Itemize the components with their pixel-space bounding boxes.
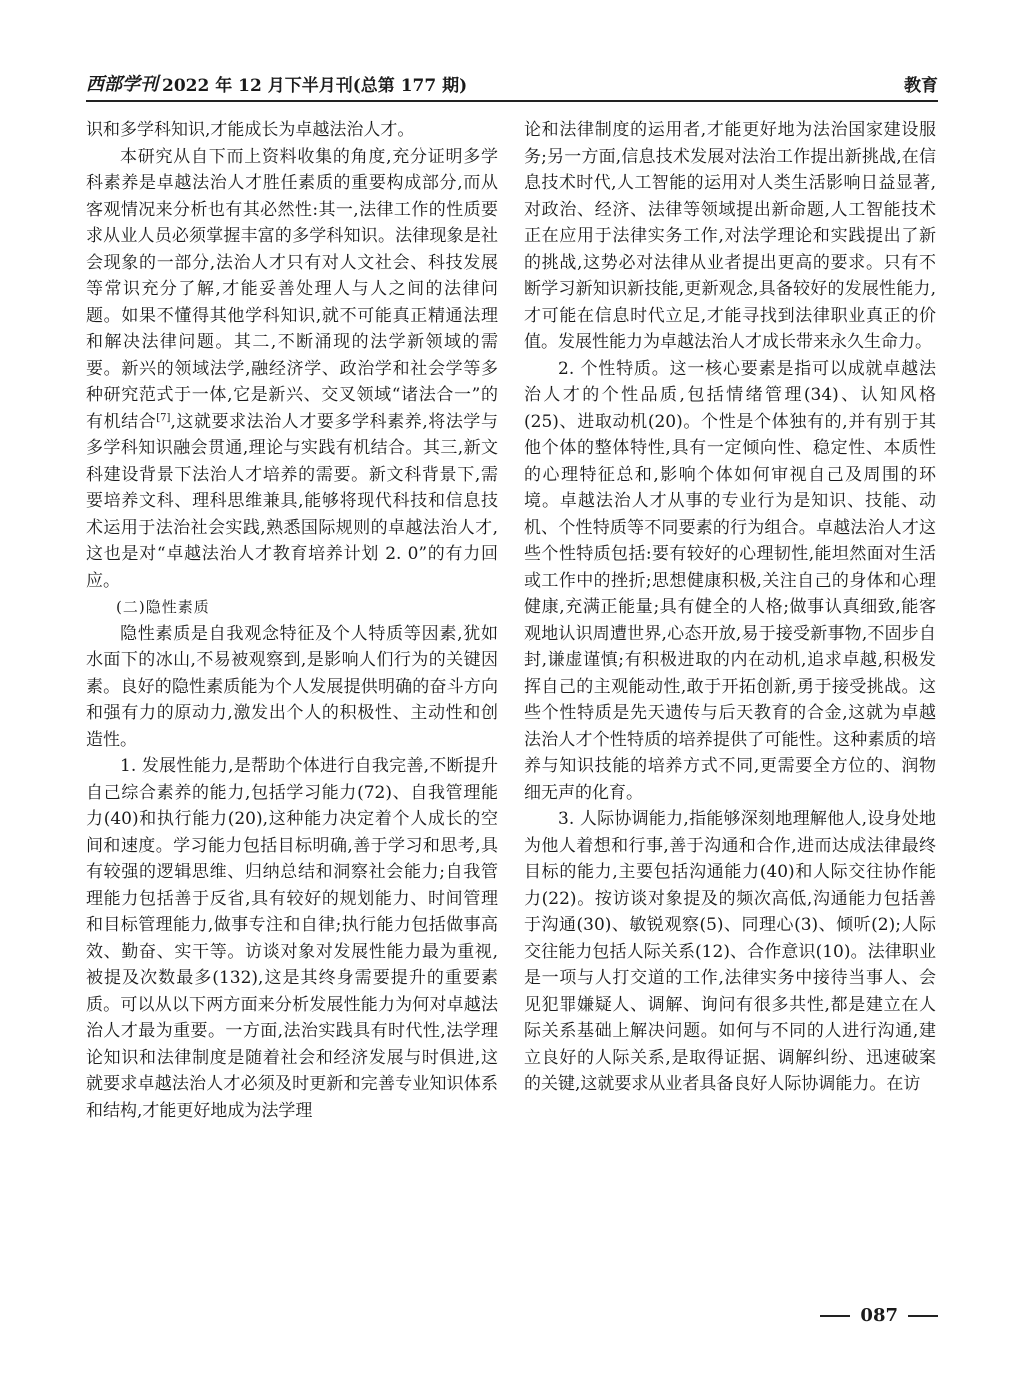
subheading: (二)隐性素质 [116, 598, 210, 616]
paragraph-text: ,这就要求法治人才要多学科素养,将法学与多学科知识融会贯通,理论与实践有机结合。其三,新文科建设背景下法治人才培养的需要。新文科背景下,需要培养文科、理科思维兼具,能够将现代科技和信息技术运用于法治社会实践,熟悉国际规则的卓越法治人才,这也是对“卓越法治人才教育培养计划 2. 0”的有力回应。 [86, 411, 498, 591]
right-column [524, 117, 936, 1098]
paragraph: 论和法律制度的运用者,才能更好地为法治国家建设服务;另一方面,信息技术发展对法治工作提出新挑战,在信息技术时代,人工智能的运用对人类生活影响日益显著,对政治、经济、法律等领域提出新命题,人工智能技术正在应用于法律实务工作,对法学理论和实践提出了新的挑战,这势必对法律从业者提出更高的要求。只有不断学习新知识新技能,更新观念,具备较好的发展性能力,才可能在信息时代立足,才能寻找到法律职业真正的价值。发展性能力为卓越法治人才成长带来永久生命力。 [524, 120, 936, 352]
issue-info: 2022 年 12 月下半月刊(总第 177 期) [162, 75, 468, 96]
footer-dash-right [908, 1315, 938, 1317]
paragraph: 隐性素质是自我观念特征及个人特质等因素,犹如水面下的冰山,不易被观察到,是影响人们行为的关键因素。良好的隐性素质能为个人发展提供明确的奋斗方向和强有力的原动力,激发出个人的积极性、主动性和创造性。 [86, 623, 498, 750]
paragraph [86, 144, 498, 595]
page-number: 087 [860, 1305, 898, 1326]
paragraph: 2. 个性特质。这一核心要素是指可以成就卓越法治人才的个性品质,包括情绪管理(34)、认知风格(25)、进取动机(20)。个性是个体独有的,并有别于其他个体的整体特性,具有一定倾向性、稳定性、本质性的心理特征总和,影响个体如何审视自己及周围的环境。卓越法治人才从事的专业行为是知识、技能、动机、个性特质等不同要素的行为组合。卓越法治人才这些个性特质包括:要有较好的心理韧性,能坦然面对生活或工作中的挫折;思想健康积极,关注自己的身体和心理健康,充满正能量;具有健全的人格;做事认真细致,能客观地认识周遭世界,心态开放,易于接受新事物,不固步自封,谦虚谨慎;有积极进取的内在动机,追求卓越,积极发挥自己的主观能动性,敢于开拓创新,勇于接受挑战。这些个性特质是先天遗传与后天教育的合金,这就为卓越法治人才个性特质的培养提供了可能性。这种素质的培养与知识技能的培养方式不同,更需要全方位的、润物细无声的化育。 [524, 358, 936, 803]
journal-info [86, 70, 467, 96]
section-label: 教育 [904, 75, 938, 96]
page-footer [820, 1305, 938, 1326]
page-header [86, 66, 938, 102]
paragraph: 识和多学科知识,才能成长为卓越法治人才。 [86, 120, 415, 140]
footer-dash-left [820, 1315, 850, 1317]
paragraph: 1. 发展性能力,是帮助个体进行自我完善,不断提升自己综合素养的能力,包括学习能力(72)、自我管理能力(40)和执行能力(20),这种能力决定着个人成长的空间和速度。学习能力包括目标明确,善于学习和思考,具有较强的逻辑思维、归纳总结和洞察社会能力;自我管理能力包括善于反省,具有较好的规划能力、时间管理和目标管理能力,做事专注和自律;执行能力包括做事高效、勤奋、实干等。访谈对象对发展性能力最为重视,被提及次数最多(132),这是其终身需要提升的重要素质。可以从以下两方面来分析发展性能力为何对卓越法治人才最为重要。一方面,法治实践具有时代性,法学理论知识和法律制度是随着社会和经济发展与时俱进,这就要求卓越法治人才必须及时更新和完善专业知识体系和结构,才能更好地成为法学理 [86, 756, 498, 1121]
left-column [86, 117, 498, 1124]
paragraph-text: 本研究从自下而上资料收集的角度,充分证明多学科素养是卓越法治人才胜任素质的重要构成部分,而从客观情况来分析也有其必然性:其一,法律工作的性质要求从业人员必须掌握丰富的多学科知识。法律现象是社会现象的一部分,法治人才只有对人文社会、科技发展等常识充分了解,才能妥善处理人与人之间的法律问题。如果不懂得其他学科知识,就不可能真正精通法理和解决法律问题。其二,不断涌现的法学新领域的需要。新兴的领域法学,融经济学、政治学和社会学等多种研究范式于一体,它是新兴、交叉领域“诸法合一”的有机结合 [86, 146, 498, 432]
citation: [7] [156, 411, 171, 423]
journal-logo: 西部学刊 [86, 74, 158, 95]
paragraph: 3. 人际协调能力,指能够深刻地理解他人,设身处地为他人着想和行事,善于沟通和合作,进而达成法律最终目标的能力,主要包括沟通能力(40)和人际交往协作能力(22)。按访谈对象提及的频次高低,沟通能力包括善于沟通(30)、敏锐观察(5)、同理心(3)、倾听(2);人际交往能力包括人际关系(12)、合作意识(10)。法律职业是一项与人打交道的工作,法律实务中接待当事人、会见犯罪嫌疑人、调解、询问有很多共性,都是建立在人际关系基础上解决问题。如何与不同的人进行沟通,建立良好的人际关系,是取得证据、调解纠纷、迅速破案的关键,这就要求从业者具备良好人际协调能力。在访 [524, 809, 936, 1094]
